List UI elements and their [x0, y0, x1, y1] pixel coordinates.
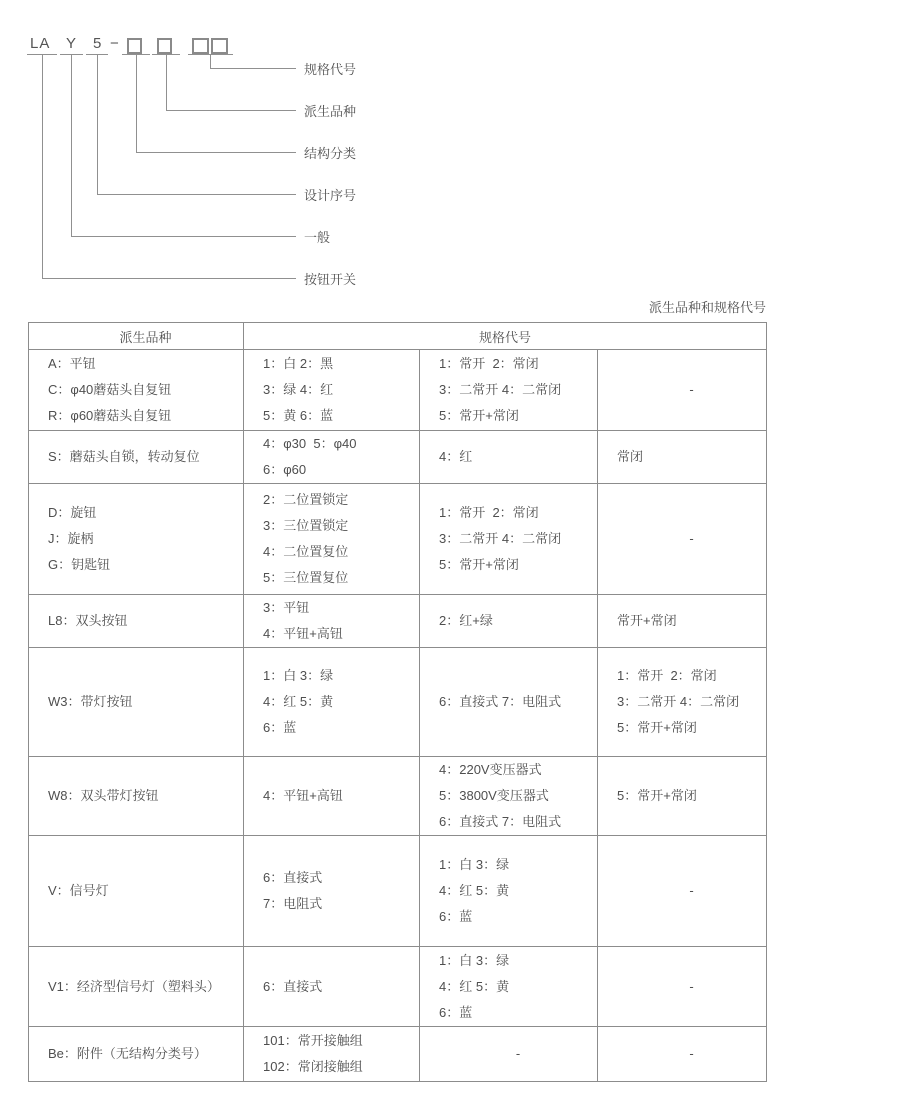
connector-vertical	[71, 54, 72, 236]
spec-code-cell	[598, 757, 767, 836]
cell-line: 6：直接式 7：电阻式	[439, 814, 562, 829]
cell-line: 4：二位置复位	[263, 544, 349, 559]
header-derived-variety: 派生品种	[29, 323, 244, 350]
spec-code-cell	[420, 484, 598, 595]
cell-line: 3：二常开 4：二常闭	[439, 382, 562, 397]
connector-vertical	[42, 54, 43, 278]
diagram-label: 一般	[304, 230, 331, 245]
model-code-part: −	[110, 35, 120, 52]
spec-code-cell	[244, 1027, 420, 1082]
spec-code-cell	[420, 947, 598, 1027]
cell-line: C：φ40蘑菇头自复钮	[48, 382, 172, 397]
spec-code-cell	[420, 350, 598, 431]
diagram-label: 结构分类	[304, 146, 357, 161]
connector-vertical	[166, 54, 167, 110]
cell-line: 5：常开+常闭	[439, 408, 519, 423]
derived-variety-cell	[29, 350, 244, 431]
cell-line: W3：带灯按钮	[48, 694, 133, 709]
spec-code-cell	[420, 836, 598, 947]
spec-code-cell	[598, 947, 767, 1027]
spec-code-cell	[420, 648, 598, 757]
connector-vertical	[136, 54, 137, 152]
connector-horizontal	[166, 110, 296, 111]
cell-line: L8：双头按钮	[48, 613, 128, 628]
cell-line: J：旋柄	[48, 531, 94, 546]
table-row	[29, 1027, 767, 1082]
derived-variety-cell	[29, 1027, 244, 1082]
connector-horizontal	[210, 68, 296, 69]
table-header-row	[29, 323, 767, 350]
cell-line: -	[689, 382, 694, 397]
cell-line: 3：二常开 4：二常闭	[439, 531, 562, 546]
spec-code-cell	[420, 431, 598, 484]
cell-line: 5：黄 6：蓝	[263, 408, 334, 423]
cell-line: 7：电阻式	[263, 896, 323, 911]
spec-code-cell	[598, 350, 767, 431]
model-code-diagram	[0, 0, 900, 300]
code-box	[192, 38, 209, 54]
derived-variety-cell	[29, 648, 244, 757]
cell-line: 4：红	[439, 449, 473, 464]
diagram-label: 规格代号	[304, 62, 357, 77]
cell-line: 6：直接式	[263, 978, 323, 994]
cell-line: 6：蓝	[263, 720, 297, 735]
connector-horizontal	[42, 278, 296, 279]
cell-line: -	[689, 978, 694, 994]
cell-line: 4：φ30 5：φ40	[263, 436, 357, 451]
cell-line: 3：平钮	[263, 600, 310, 615]
cell-line: 5：常开+常闭	[439, 557, 519, 572]
table-title: 派生品种和规格代号	[648, 300, 766, 315]
cell-line: 1：白 3：绿	[439, 857, 510, 872]
header-spec-code: 规格代号	[244, 323, 767, 350]
cell-line: V1：经济型信号灯（塑料头）	[48, 978, 220, 994]
cell-line: -	[689, 531, 694, 546]
derived-variety-cell	[29, 484, 244, 595]
table-row	[29, 431, 767, 484]
cell-line: D：旋钮	[48, 505, 97, 520]
spec-code-cell	[244, 648, 420, 757]
connector-horizontal	[136, 152, 296, 153]
cell-line: 2：二位置锁定	[263, 492, 349, 507]
cell-line: -	[515, 1046, 521, 1061]
cell-line: 4：红 5：黄	[439, 883, 510, 898]
cell-line: -	[689, 883, 694, 898]
spec-code-cell	[598, 648, 767, 757]
table-area	[28, 300, 766, 1082]
cell-line: 5：常开+常闭	[617, 720, 697, 735]
cell-line: S：蘑菇头自锁，转动复位	[48, 449, 200, 464]
spec-code-cell	[598, 595, 767, 648]
table-row	[29, 836, 767, 947]
cell-line: A：平钮	[48, 356, 96, 371]
spec-code-cell	[598, 484, 767, 595]
model-code-part: 5	[93, 35, 103, 52]
cell-line: 4：红 5：黄	[439, 978, 510, 994]
table-row	[29, 484, 767, 595]
cell-line: 常开+常闭	[617, 613, 677, 628]
spec-code-cell	[244, 350, 420, 431]
spec-code-cell	[598, 1027, 767, 1082]
spec-code-cell	[244, 431, 420, 484]
cell-line: 常闭	[617, 449, 644, 464]
cell-line: 1：白 3：绿	[439, 952, 510, 968]
cell-line: 1：白 3：绿	[263, 668, 334, 683]
model-code-part: LA	[30, 35, 51, 52]
cell-line: -	[689, 1046, 694, 1061]
code-box	[211, 38, 228, 54]
cell-line: 1：白 2：黑	[263, 356, 334, 371]
cell-line: R：φ60蘑菇头自复钮	[48, 408, 172, 423]
cell-line: 4：红 5：黄	[263, 694, 334, 709]
spec-code-cell	[420, 757, 598, 836]
code-box	[157, 38, 172, 54]
cell-line: 5：常开+常闭	[617, 788, 697, 803]
cell-line: 102：常闭接触组	[263, 1059, 363, 1074]
table-row	[29, 350, 767, 431]
spec-code-cell	[420, 595, 598, 648]
spec-code-cell	[420, 1027, 598, 1082]
derived-variety-cell	[29, 947, 244, 1027]
cell-line: 3：绿 4：红	[263, 382, 334, 397]
table-row	[29, 947, 767, 1027]
cell-line: 3：三位置锁定	[263, 518, 349, 533]
connector-vertical	[210, 54, 211, 68]
diagram-label: 按钮开关	[304, 272, 357, 287]
connector-vertical	[97, 54, 98, 194]
spec-code-cell	[244, 947, 420, 1027]
cell-line: 6：直接式 7：电阻式	[439, 694, 562, 709]
spec-table	[28, 322, 767, 1082]
cell-line: 6：φ60	[263, 462, 307, 477]
derived-variety-cell	[29, 757, 244, 836]
cell-line: 4：平钮+高钮	[263, 626, 343, 641]
spec-code-cell	[244, 595, 420, 648]
cell-line: W8：双头带灯按钮	[48, 788, 159, 803]
cell-line: 101：常开接触组	[263, 1033, 363, 1048]
code-box	[127, 38, 142, 54]
spec-code-cell	[244, 836, 420, 947]
cell-line: 1：常开 2：常闭	[439, 356, 539, 371]
cell-line: Be：附件（无结构分类号）	[48, 1046, 207, 1061]
derived-variety-cell	[29, 836, 244, 947]
cell-line: 2：红+绿	[439, 613, 493, 628]
cell-line: G：钥匙钮	[48, 557, 111, 572]
derived-variety-cell	[29, 595, 244, 648]
spec-code-cell	[244, 484, 420, 595]
spec-code-cell	[598, 836, 767, 947]
spec-code-cell	[598, 431, 767, 484]
cell-line: 6：直接式	[263, 870, 323, 885]
connector-horizontal	[71, 236, 296, 237]
connector-horizontal	[97, 194, 296, 195]
cell-line: 6：蓝	[439, 1004, 473, 1020]
cell-line: 1：常开 2：常闭	[439, 505, 539, 520]
cell-line: V：信号灯	[48, 883, 109, 898]
table-row	[29, 757, 767, 836]
cell-line: 3：二常开 4：二常闭	[617, 694, 740, 709]
cell-line: 4：220V变压器式	[439, 762, 542, 777]
table-row	[29, 595, 767, 648]
spec-code-cell	[244, 757, 420, 836]
cell-line: 5：3800V变压器式	[439, 788, 549, 803]
cell-line: 1：常开 2：常闭	[617, 668, 717, 683]
cell-line: 5：三位置复位	[263, 570, 349, 585]
diagram-label: 派生品种	[304, 104, 357, 119]
diagram-label: 设计序号	[304, 188, 357, 203]
model-code-part: Y	[66, 35, 78, 52]
cell-line: 4：平钮+高钮	[263, 788, 343, 803]
table-row	[29, 648, 767, 757]
cell-line: 6：蓝	[439, 909, 473, 924]
derived-variety-cell	[29, 431, 244, 484]
